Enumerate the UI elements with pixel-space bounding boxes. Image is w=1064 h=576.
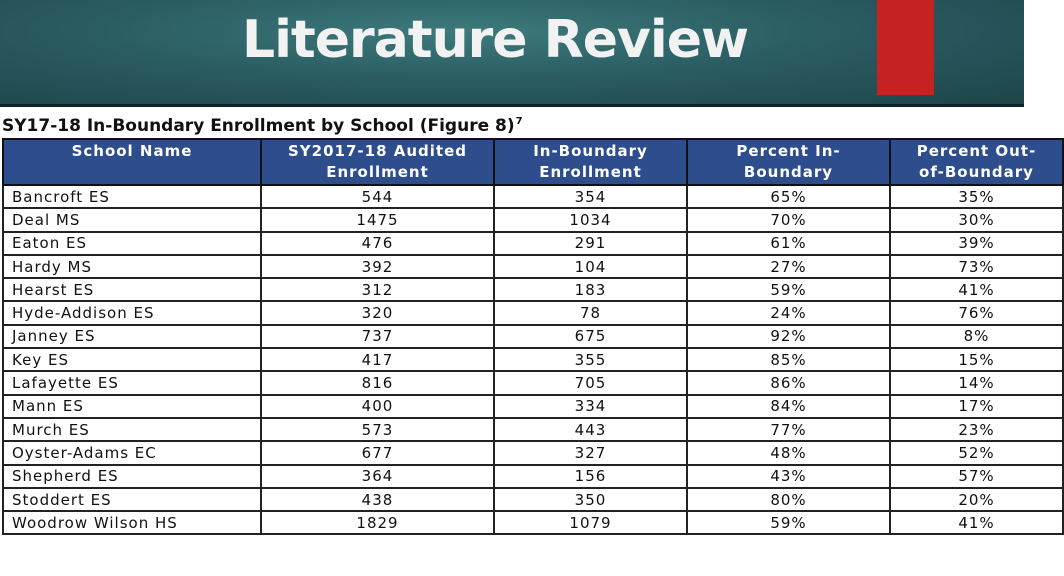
table-row	[3, 208, 1063, 231]
column-header-line: of-Boundary	[919, 163, 1034, 181]
in-boundary-enrollment-cell: 675	[494, 325, 687, 348]
percent-in-boundary-cell: 85%	[687, 348, 890, 371]
percent-in-boundary-cell: 84%	[687, 395, 890, 418]
in-boundary-enrollment-cell: 104	[494, 255, 687, 278]
percent-out-of-boundary-cell: 20%	[890, 488, 1063, 511]
in-boundary-enrollment-cell: 1079	[494, 511, 687, 534]
school-name-cell: Hardy MS	[3, 255, 261, 278]
percent-in-boundary-cell: 61%	[687, 232, 890, 255]
table-row	[3, 255, 1063, 278]
audited-enrollment-cell: 677	[261, 441, 494, 464]
column-header-line: Boundary	[743, 163, 834, 181]
percent-in-boundary-cell: 59%	[687, 278, 890, 301]
table-row	[3, 325, 1063, 348]
table-row	[3, 441, 1063, 464]
percent-out-of-boundary-cell: 41%	[890, 278, 1063, 301]
audited-enrollment-cell: 400	[261, 395, 494, 418]
column-header-percent-out-of-boundary	[890, 139, 1063, 185]
in-boundary-enrollment-cell: 350	[494, 488, 687, 511]
table-row	[3, 278, 1063, 301]
percent-out-of-boundary-cell: 73%	[890, 255, 1063, 278]
percent-out-of-boundary-cell: 35%	[890, 185, 1063, 208]
column-header-line: Enrollment	[539, 163, 642, 181]
percent-out-of-boundary-cell: 23%	[890, 418, 1063, 441]
percent-out-of-boundary-cell: 14%	[890, 371, 1063, 394]
school-name-cell: Janney ES	[3, 325, 261, 348]
audited-enrollment-cell: 1829	[261, 511, 494, 534]
figure-caption-text: SY17-18 In-Boundary Enrollment by School (Figure 8)	[2, 116, 515, 136]
percent-in-boundary-cell: 65%	[687, 185, 890, 208]
slide-title: Literature Review	[241, 10, 749, 70]
audited-enrollment-cell: 320	[261, 301, 494, 324]
school-name-cell: Lafayette ES	[3, 371, 261, 394]
percent-in-boundary-cell: 59%	[687, 511, 890, 534]
column-header-line: In-Boundary	[533, 142, 648, 160]
table-body	[3, 185, 1063, 534]
school-name-cell: Oyster-Adams EC	[3, 441, 261, 464]
percent-out-of-boundary-cell: 41%	[890, 511, 1063, 534]
table-row	[3, 511, 1063, 534]
audited-enrollment-cell: 1475	[261, 208, 494, 231]
table-row	[3, 488, 1063, 511]
in-boundary-enrollment-cell: 334	[494, 395, 687, 418]
in-boundary-enrollment-cell: 705	[494, 371, 687, 394]
column-header-line: Enrollment	[326, 163, 429, 181]
footnote-marker: 7	[515, 116, 523, 128]
percent-out-of-boundary-cell: 57%	[890, 465, 1063, 488]
table-row	[3, 348, 1063, 371]
percent-out-of-boundary-cell: 39%	[890, 232, 1063, 255]
table-row	[3, 465, 1063, 488]
school-name-cell: Key ES	[3, 348, 261, 371]
table-row	[3, 371, 1063, 394]
column-header-percent-in-boundary	[687, 139, 890, 185]
school-name-cell: Eaton ES	[3, 232, 261, 255]
audited-enrollment-cell: 364	[261, 465, 494, 488]
audited-enrollment-cell: 816	[261, 371, 494, 394]
column-header-line: Percent In-	[736, 142, 841, 160]
school-name-cell: Deal MS	[3, 208, 261, 231]
audited-enrollment-cell: 737	[261, 325, 494, 348]
audited-enrollment-cell: 476	[261, 232, 494, 255]
percent-in-boundary-cell: 80%	[687, 488, 890, 511]
percent-in-boundary-cell: 27%	[687, 255, 890, 278]
percent-out-of-boundary-cell: 52%	[890, 441, 1063, 464]
school-name-cell: Woodrow Wilson HS	[3, 511, 261, 534]
audited-enrollment-cell: 573	[261, 418, 494, 441]
percent-out-of-boundary-cell: 30%	[890, 208, 1063, 231]
audited-enrollment-cell: 312	[261, 278, 494, 301]
school-name-cell: Stoddert ES	[3, 488, 261, 511]
enrollment-table	[2, 138, 1064, 535]
percent-out-of-boundary-cell: 8%	[890, 325, 1063, 348]
percent-in-boundary-cell: 77%	[687, 418, 890, 441]
column-header-line: Percent Out-	[916, 142, 1037, 160]
percent-out-of-boundary-cell: 76%	[890, 301, 1063, 324]
in-boundary-enrollment-cell: 291	[494, 232, 687, 255]
percent-out-of-boundary-cell: 17%	[890, 395, 1063, 418]
column-header-line: School Name	[71, 142, 193, 160]
school-name-cell: Murch ES	[3, 418, 261, 441]
in-boundary-enrollment-cell: 156	[494, 465, 687, 488]
percent-out-of-boundary-cell: 15%	[890, 348, 1063, 371]
audited-enrollment-cell: 544	[261, 185, 494, 208]
percent-in-boundary-cell: 48%	[687, 441, 890, 464]
table-row	[3, 232, 1063, 255]
in-boundary-enrollment-cell: 1034	[494, 208, 687, 231]
table-row	[3, 301, 1063, 324]
table-row	[3, 185, 1063, 208]
school-name-cell: Hyde-Addison ES	[3, 301, 261, 324]
in-boundary-enrollment-cell: 78	[494, 301, 687, 324]
percent-in-boundary-cell: 70%	[687, 208, 890, 231]
percent-in-boundary-cell: 86%	[687, 371, 890, 394]
percent-in-boundary-cell: 43%	[687, 465, 890, 488]
in-boundary-enrollment-cell: 327	[494, 441, 687, 464]
school-name-cell: Mann ES	[3, 395, 261, 418]
in-boundary-enrollment-cell: 183	[494, 278, 687, 301]
column-header-audited-enrollment	[261, 139, 494, 185]
in-boundary-enrollment-cell: 354	[494, 185, 687, 208]
accent-bar	[877, 0, 934, 95]
enrollment-table-wrapper	[2, 138, 1037, 535]
figure-caption	[2, 116, 523, 136]
school-name-cell: Bancroft ES	[3, 185, 261, 208]
column-header-school-name	[3, 139, 261, 185]
percent-in-boundary-cell: 92%	[687, 325, 890, 348]
audited-enrollment-cell: 392	[261, 255, 494, 278]
column-header-in-boundary-enrollment	[494, 139, 687, 185]
percent-in-boundary-cell: 24%	[687, 301, 890, 324]
column-header-line: SY2017-18 Audited	[288, 142, 467, 160]
audited-enrollment-cell: 438	[261, 488, 494, 511]
table-row	[3, 418, 1063, 441]
in-boundary-enrollment-cell: 355	[494, 348, 687, 371]
school-name-cell: Shepherd ES	[3, 465, 261, 488]
in-boundary-enrollment-cell: 443	[494, 418, 687, 441]
school-name-cell: Hearst ES	[3, 278, 261, 301]
table-row	[3, 395, 1063, 418]
table-header-row	[3, 139, 1063, 185]
audited-enrollment-cell: 417	[261, 348, 494, 371]
